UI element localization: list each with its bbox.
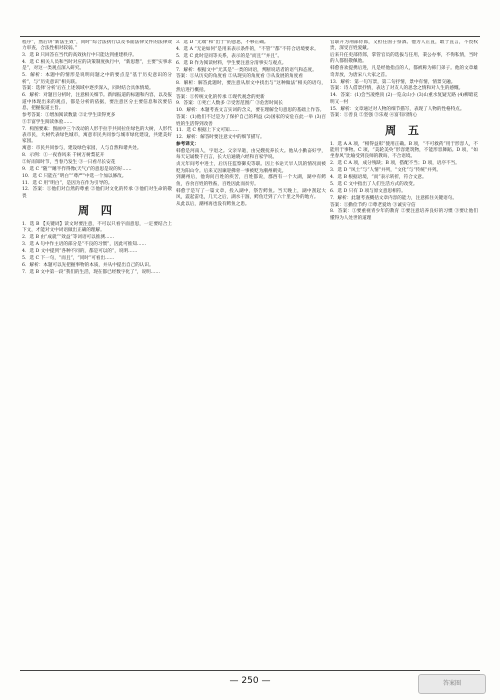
answer-paragraph: 1．选 B 【关键词】读文时要注意，不可以只看字面意思，一定要结合上下文，才能对文中词语做出正确的理解。: [22, 222, 172, 234]
answer-paragraph: 官职升为刑部侍郎，又担任国子祭酒。他为人正直，敢于直言，不畏权贵，深受百姓爱戴。: [330, 40, 478, 52]
answer-paragraph: 9．选 C “随”“睡半拃得像(天气)”的意思是说的好……: [22, 166, 132, 172]
answer-paragraph: 4．选 D 文中提到“各种不同的，都是可以的”，说明……: [22, 249, 138, 254]
answer-paragraph: 答案：选择‘分析’后在上述领域中逐步深入，同时结合具体情境。: [22, 86, 154, 92]
answer-paragraph: 2．选 B 由“成就”“效益”等词语可以推测……: [22, 235, 115, 241]
answer-paragraph: 答案：①善良 ②坚强 ③乐观 ④富有同情心: [330, 113, 418, 119]
answer-paragraph: 5．选 C 此时是同等关系，表示的是“而且”“并且”。: [176, 53, 283, 59]
answer-paragraph: 8．示例：①一夜春风来 千树万树梨花开: [22, 152, 105, 158]
top-rule: [20, 36, 480, 37]
answer-paragraph: 7．选 B 文中第一段“我们的生活，现在都已经数字化了”，说明……: [22, 269, 160, 275]
column-middle: [176, 40, 326, 668]
answer-paragraph: 寓意：市民共同参与，建设绿色家园，人与自然和谐共处。: [22, 146, 142, 152]
answer-paragraph: 3．选 A 句中作主语的部分是“不良的习惯”，因此可推知……: [22, 242, 147, 248]
answer-paragraph: 后来升任吏部侍郎，掌管官员的选拔与任用，秉公办事，不徇私情，当时的人都很敬佩他。: [330, 53, 478, 65]
answer-paragraph: 9．答案：①死亡人数多 ②受害范围广 ③危害时间长: [176, 101, 283, 107]
answer-paragraph: 6．选 B 作为阅读材料，学生要注意分清事实与观点。: [176, 60, 287, 66]
answer-paragraph: ②好雨知时节，当春乃发生 ③一日看尽长安花: [22, 159, 116, 165]
answer-paragraph: 答案：诗人借景抒情，表达了对友人的思念之情和对人生的感慨。: [330, 86, 464, 92]
answer-paragraph: 到潮州后，他询问百姓的疾苦，百姓都说，郡西有一个大湖，湖中有鳄鱼，吞食百姓的牲畜，百姓因此而贫穷。: [176, 175, 326, 187]
answer-paragraph: 答案：①勤俭节约 ②尊老爱幼 ③诚实守信: [330, 202, 416, 208]
answer-paragraph: 答案：(1)他们不过是为了保护自己的利益 (2)国家的安危在此一举 (3)百姓的生活得到改善: [176, 115, 326, 127]
answer-paragraph: 1．选 A A 项，“相得益彰”使用正确。B 项，“不可救药”用于形容人，不能用于事物。C 项，“美轮美奂”形容建筑物，不能形容舞蹈。D 项，“如坐春风”比喻受到良师的教诲，不合语境。: [330, 141, 478, 160]
answer-paragraph: 贞元年间考中进士，后历任监察御史等职。因上书论天旱人饥的情况而被贬为阳山令。后来又因谏迎佛骨一事被贬为潮州刺史。: [176, 162, 326, 174]
answer-paragraph: 11．选 C 用“明白”，是因为在作为引导的。: [22, 180, 113, 186]
watermark-logo: 答案圈: [418, 674, 486, 694]
answer-paragraph: ③丰富学生阅读体验……: [22, 119, 73, 125]
answer-paragraph: 韩愈于是写了一篇文章，投入湖中，祭告鳄鱼。当天晚上，湖中刮起大风，震起雷电，几天之后，湖水干涸，鳄鱼迁到了六十里之外的地方。: [176, 188, 326, 200]
answer-paragraph: 6．解析：本题可以先把握事物的本质，并从中提出自己的认识。: [22, 262, 154, 268]
answer-paragraph: 14．答案：(1)会当凌绝顶 (2)一览众山小 (3)山重水复疑无路 (4)柳暗花明又一村: [330, 93, 478, 105]
answer-paragraph: 参考译文：: [176, 142, 199, 148]
answer-paragraph: 韩愈喜欢提携后进，凡是经他指点的人，都被称为韩门弟子。他的文章雄奇奔放，为唐宋八大家之首。: [330, 66, 478, 78]
answer-paragraph: 15．解析：文章通过对人物的细节描写，表现了人物的性格特点。: [330, 106, 465, 112]
answer-paragraph: 3．选 B 只回答在当代的高效执行中只能达到重建秩序。: [22, 53, 137, 59]
answer-paragraph: 13．解析：第一句写景，第二句抒情，景中有情，情景交融。: [330, 79, 456, 85]
answer-paragraph: 12．解析：解答时要注意文中的细节描写。: [176, 135, 265, 141]
answer-paragraph: 12．答案：①他们对自然的尊重 ②他们对文化的传承 ③他们对生命的敬畏: [22, 187, 172, 199]
answer-paragraph: 8．解析：解答此题时，要注意从原文中找出与“这种做法”相关的语句，然后进行概括。: [176, 81, 326, 93]
answer-paragraph: 7．构图要素：图画中三个改动的人形手拉手共同拉住绿色的大树，人形代表市民，大树代表绿色城市，寓意市民共同参与城市绿化建设，共建美好家园。: [22, 126, 172, 145]
answer-paragraph: 程序”，然后讲“新法生效”，同时“综合法执行以及书面法律文件的法律效力审查，合法性相对较弱。”: [22, 40, 172, 52]
answer-paragraph: 2．选 C A 项，成分残缺；B 项，搭配不当；D 项，语序不当。: [330, 161, 460, 167]
answer-paragraph: 答案：①从历史的角度看 ②从现实的角度看 ③从发展的角度看: [176, 74, 303, 80]
answer-paragraph: 参考答案：①增加阅读数量 ②让学生读得更多: [22, 112, 116, 118]
answer-paragraph: 答案：①传统文化的传承 ②现代观念的更新: [176, 94, 265, 100]
answer-paragraph: 3．选 D “无端”和“出于”的意思，不够正确。: [176, 40, 269, 45]
answer-paragraph: 3．选 D “风土”与“人情”并列，“文化”与“传统”并列。: [330, 168, 442, 174]
answer-paragraph: 从此以后，潮州再也没有鳄鱼之患。: [176, 201, 250, 207]
bottom-rule: [20, 670, 480, 671]
answer-paragraph: 8．答案：①要重视青少年的教育 ②要注意培养良好的习惯 ③要让他们懂得为人处世的道理: [330, 209, 478, 221]
answer-paragraph: 6．选 D 只有 D 项与原文意思相符。: [330, 188, 406, 194]
answer-paragraph: 7．解析：此题考查概括文章内容的能力，注意抓住关键语句。: [330, 195, 457, 201]
answer-paragraph: 5．选 C 文中指出了人们生活方式的改变。: [330, 181, 418, 187]
section-heading: 周 五: [385, 123, 423, 137]
answer-paragraph: 10．解析：本题考查文言实词的含义，要在理解全句意思的基础上作答。: [176, 108, 325, 114]
answer-paragraph: 11．选 C 根据上下文可知……: [176, 128, 239, 134]
answer-paragraph: 5．解析：本题中的情形是说明问题之中的要点是“基于历史意识的分析”，与“历史意识”相关联。: [22, 73, 172, 85]
section-heading: 周 四: [78, 204, 116, 218]
answer-paragraph: 4．选 A “无论如何”是用来表示条件的，“不管”“都”不符合语境要求。: [176, 46, 319, 52]
answer-paragraph: 7．解析：根据文中“尤其是”一类的词语，判断说话者的语气和态度。: [176, 67, 317, 73]
answer-paragraph: 韩愈是河南人，字退之。父亲早逝，由兄嫂抚养长大。他从小勤奋好学，每天记诵数千百言，长大后通晓六经和百家学说。: [176, 149, 326, 161]
page-number: — 250 —: [229, 676, 271, 686]
column-left: [22, 40, 172, 668]
column-right: [330, 40, 478, 668]
answer-paragraph: 10．选 C 只能在“明白”“尊严”中选一个加以修改。: [22, 173, 127, 179]
answer-paragraph: 4．选 B 根据语境，“而”表示转折，符合文意。: [330, 174, 427, 180]
answer-paragraph: 5．选 C 下一句，“而且”，“同时”可看出……: [22, 255, 115, 261]
answer-paragraph: 4．选 C 相关人员和当时对应的决策制度执行中，“新思想”，主要“实事求是”，对这一类观点深入研究。: [22, 60, 172, 72]
answer-paragraph: 6．解析：对题目分析时，注意相关细节。新闻报道的标题和内容，以及报道中体现出来的观点，都是分析的依据，要注意区分主要信息和次要信息，把握报道主旨。: [22, 93, 172, 111]
